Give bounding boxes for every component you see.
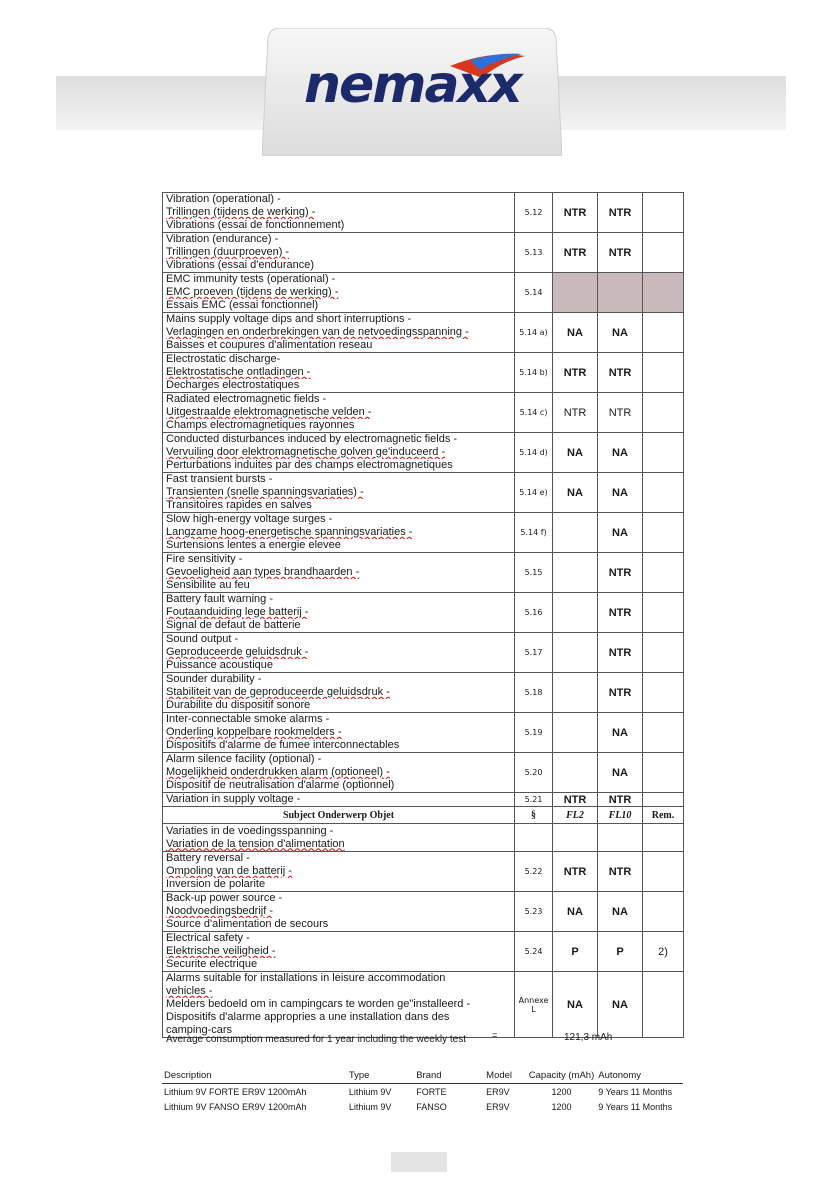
- subject-line: Sounder durability -: [166, 673, 262, 685]
- table-row: [163, 753, 684, 793]
- section-cell: 5.20: [515, 753, 553, 793]
- subject-line: Uitgestraalde elektromagnetische velden -: [166, 406, 372, 418]
- table-row: [163, 313, 684, 353]
- rem-cell: [643, 313, 684, 353]
- table-row: [163, 713, 684, 753]
- consumption-label: Average consumption measured for 1 year including the weekly test: [166, 1034, 466, 1045]
- subject-line: vehicles -: [166, 985, 213, 997]
- table-row: [163, 593, 684, 633]
- devices-cell: Lithium 9V FANSO ER9V 1200mAh: [164, 1101, 307, 1112]
- subject-line: Dispositifs d'alarme de fumee interconnectables: [166, 739, 400, 751]
- subject-line: Variation in supply voltage -: [166, 793, 301, 805]
- subject-cell: [163, 553, 515, 593]
- fl2-cell: NA: [553, 892, 598, 932]
- fl2-cell: NTR: [553, 353, 598, 393]
- rem-cell: [643, 593, 684, 633]
- table-row: [163, 633, 684, 673]
- header-section: §: [515, 807, 553, 824]
- subject-line: Champs electromagnetiques rayonnes: [166, 419, 355, 431]
- subject-line: Sensibilite au feu: [166, 579, 250, 591]
- fl10-cell: NA: [598, 713, 643, 753]
- subject-cell: [163, 753, 515, 793]
- table-row: [163, 193, 684, 233]
- table-row: [163, 233, 684, 273]
- fl2-cell: NTR: [553, 793, 598, 807]
- fl2-cell: [553, 633, 598, 673]
- subject-line: Vibration (operational) -: [166, 193, 281, 205]
- header-fl10: FL10: [598, 807, 643, 824]
- section-cell: 5.21: [515, 793, 553, 807]
- rem-cell: 2): [643, 932, 684, 972]
- fl2-cell: [553, 273, 598, 313]
- subject-cell: [163, 193, 515, 233]
- subject-cell: [163, 793, 515, 807]
- fl10-cell: P: [598, 932, 643, 972]
- subject-line: Verlagingen en onderbrekingen van de netvoedingsspanning -: [166, 326, 469, 338]
- subject-cell: [163, 673, 515, 713]
- consumption-value: 121,3 mAh: [564, 1032, 613, 1043]
- subject-line: Geproduceerde geluidsdruk -: [166, 646, 309, 658]
- section-cell: 5.14 a): [515, 313, 553, 353]
- subject-cell: [163, 273, 515, 313]
- devices-header-cell: Brand: [414, 1068, 484, 1084]
- subject-line: Alarm silence facility (optional) -: [166, 753, 322, 765]
- table-row: [163, 553, 684, 593]
- rem-cell: [643, 553, 684, 593]
- fl10-cell: NTR: [598, 793, 643, 807]
- devices-cell: ER9V: [486, 1101, 510, 1112]
- fl2-cell: [553, 593, 598, 633]
- fl10-cell: NTR: [598, 852, 643, 892]
- rem-cell: [643, 473, 684, 513]
- section-cell: 5.13: [515, 233, 553, 273]
- average-consumption: [162, 1030, 683, 1050]
- fl2-cell: NA: [553, 433, 598, 473]
- subject-line: Foutaanduiding lege batterij -: [166, 606, 309, 618]
- subject-line: Transienten (snelle spanningsvariaties) -: [166, 486, 364, 498]
- table-row: [163, 852, 684, 892]
- rem-cell: [643, 793, 684, 807]
- subject-line: Securite electrique: [166, 958, 258, 970]
- table-row: [163, 473, 684, 513]
- rem-cell: [643, 353, 684, 393]
- table-row: [163, 972, 684, 1038]
- page-number-box: [391, 1152, 447, 1172]
- rem-cell: [643, 673, 684, 713]
- fl10-cell: NA: [598, 753, 643, 793]
- fl10-cell: NTR: [598, 553, 643, 593]
- rem-cell: [643, 892, 684, 932]
- subject-line: Fire sensitivity -: [166, 553, 243, 565]
- fl2-cell: [553, 713, 598, 753]
- subject-line: Puissance acoustique: [166, 659, 274, 671]
- section-cell: 5.14 e): [515, 473, 553, 513]
- devices-row: [162, 1084, 683, 1100]
- section-cell: 5.14 c): [515, 393, 553, 433]
- subject-cell: [163, 393, 515, 433]
- section-cell: 5.24: [515, 932, 553, 972]
- subject-cell: [163, 824, 515, 852]
- fl2-cell: NA: [553, 972, 598, 1038]
- section-cell: 5.19: [515, 713, 553, 753]
- fl2-cell: NTR: [553, 852, 598, 892]
- rem-cell: [643, 273, 684, 313]
- fl10-cell: NA: [598, 433, 643, 473]
- subject-line: Electrostatic discharge-: [166, 353, 281, 365]
- subject-cell: [163, 513, 515, 553]
- subject-line: Essais EMC (essai fonctionnel): [166, 299, 319, 311]
- subject-line: EMC immunity tests (operational) -: [166, 273, 336, 285]
- subject-line: Trillingen (tijdens de werking) -: [166, 206, 316, 218]
- fl10-cell: NTR: [598, 233, 643, 273]
- devices-header-cell: Autonomy: [596, 1068, 683, 1084]
- subject-cell: [163, 713, 515, 753]
- subject-line: Alarms suitable for installations in leisure accommodation: [166, 972, 446, 984]
- subject-cell: [163, 233, 515, 273]
- subject-cell: [163, 972, 515, 1038]
- fl2-cell: [553, 673, 598, 713]
- fl10-cell: NTR: [598, 393, 643, 433]
- nemaxx-logo: [300, 48, 530, 118]
- section-cell: 5.18: [515, 673, 553, 713]
- rem-cell: [643, 233, 684, 273]
- section-cell: 5.17: [515, 633, 553, 673]
- devices-cell: Lithium 9V FORTE ER9V 1200mAh: [164, 1086, 307, 1097]
- table-row: [163, 513, 684, 553]
- rem-cell: [643, 713, 684, 753]
- subject-cell: [163, 892, 515, 932]
- subject-line: Elektrische veiligheid -: [166, 945, 276, 957]
- subject-line: Electrical safety -: [166, 932, 250, 944]
- subject-line: Dispositif de neutralisation d'alarme (optionnel): [166, 779, 395, 791]
- section-cell: Annexe L: [515, 972, 553, 1038]
- subject-cell: [163, 852, 515, 892]
- devices-cell: 9 Years 11 Months: [598, 1101, 673, 1112]
- subject-cell: [163, 593, 515, 633]
- subject-line: Radiated electromagnetic fields -: [166, 393, 327, 405]
- devices-cell: FORTE: [416, 1086, 447, 1097]
- devices-cell: FANSO: [416, 1101, 447, 1112]
- fl10-cell: [598, 824, 643, 852]
- section-cell: [515, 824, 553, 852]
- fl10-cell: NTR: [598, 633, 643, 673]
- subject-line: camping-cars: [166, 1024, 233, 1036]
- subject-line: Gevoeligheid aan types brandhaarden -: [166, 566, 360, 578]
- fl10-cell: NA: [598, 513, 643, 553]
- subject-cell: [163, 932, 515, 972]
- rem-cell: [643, 433, 684, 473]
- fl2-cell: NTR: [553, 393, 598, 433]
- rem-cell: [643, 824, 684, 852]
- devices-header-cell: Type: [347, 1068, 414, 1084]
- subject-line: Langzame hoog-energetische spanningsvariaties -: [166, 526, 413, 538]
- subject-line: Inter-connectable smoke alarms -: [166, 713, 330, 725]
- header-fl2: FL2: [553, 807, 598, 824]
- devices-cell: 1200: [551, 1101, 572, 1112]
- fl2-cell: P: [553, 932, 598, 972]
- rem-cell: [643, 633, 684, 673]
- devices-cell: 1200: [551, 1086, 572, 1097]
- fl10-cell: NTR: [598, 193, 643, 233]
- subject-line: Variation de la tension d'alimentation: [166, 837, 345, 850]
- test-results-table: [162, 192, 683, 1038]
- subject-line: Trillingen (duurproeven) -: [166, 246, 290, 258]
- fl10-cell: NTR: [598, 673, 643, 713]
- section-cell: 5.15: [515, 553, 553, 593]
- devices-cell: Lithium 9V: [348, 1101, 392, 1112]
- table-header-row: [163, 807, 684, 824]
- devices-cell: ER9V: [486, 1086, 510, 1097]
- subject-line: EMC proeven (tijdens de werking) -: [166, 286, 339, 298]
- section-cell: 5.14: [515, 273, 553, 313]
- subject-line: Battery reversal -: [166, 852, 250, 864]
- table-row: [163, 433, 684, 473]
- subject-line: Mogelijkheid onderdrukken alarm (optioneel) -: [166, 766, 390, 778]
- devices-cell: Lithium 9V: [348, 1086, 392, 1097]
- devices-header-row: [162, 1068, 683, 1084]
- devices-cell: 9 Years 11 Months: [598, 1086, 673, 1097]
- subject-line: Vervuiling door elektromagnetische golven ge'induceerd -: [166, 446, 446, 458]
- table-row: [163, 793, 684, 807]
- rem-cell: [643, 513, 684, 553]
- svg-text:nemaxx: nemaxx: [304, 55, 521, 115]
- subject-line: Signal de defaut de batterie: [166, 619, 301, 631]
- subject-cell: [163, 433, 515, 473]
- fl2-cell: [553, 753, 598, 793]
- section-cell: 5.23: [515, 892, 553, 932]
- subject-line: Onderling koppelbare rookmelders -: [166, 726, 342, 738]
- section-cell: 5.16: [515, 593, 553, 633]
- subject-line: Noodvoedingsbedrijf -: [166, 905, 274, 917]
- subject-line: Surtensions lentes a energie elevee: [166, 539, 341, 551]
- header-rem: Rem.: [643, 807, 684, 824]
- fl10-cell: NA: [598, 972, 643, 1038]
- fl10-cell: NA: [598, 892, 643, 932]
- fl10-cell: NA: [598, 313, 643, 353]
- subject-line: Vibrations (essai d'endurance): [166, 259, 315, 271]
- fl2-cell: NTR: [553, 233, 598, 273]
- subject-line: Back-up power source -: [166, 892, 283, 904]
- table-row: [163, 393, 684, 433]
- subject-line: Fast transient bursts -: [166, 473, 273, 485]
- table-row: [163, 353, 684, 393]
- subject-line: Melders bedoeld om in campingcars te worden ge"installeerd -: [166, 998, 471, 1010]
- rem-cell: [643, 972, 684, 1038]
- fl2-cell: NA: [553, 473, 598, 513]
- fl2-cell: [553, 513, 598, 553]
- devices-header-cell: Model: [484, 1068, 527, 1084]
- devices-row: [162, 1099, 683, 1114]
- subject-line: Baisses et coupures d'alimentation reseau: [166, 339, 373, 351]
- consumption-eq: =: [492, 1030, 498, 1040]
- subject-line: Mains supply voltage dips and short interruptions -: [166, 313, 412, 325]
- subject-cell: [163, 633, 515, 673]
- subject-line: Variaties in de voedingsspanning -: [166, 824, 334, 837]
- header-subject: Subject Onderwerp Objet: [163, 807, 515, 824]
- subject-line: Source d'alimentation de secours: [166, 918, 329, 930]
- subject-line: Vibration (endurance) -: [166, 233, 279, 245]
- subject-cell: [163, 313, 515, 353]
- subject-line: Inversion de polarite: [166, 878, 266, 890]
- fl2-cell: NTR: [553, 193, 598, 233]
- section-cell: 5.22: [515, 852, 553, 892]
- subject-line: Ompoling van de batterij -: [166, 865, 292, 877]
- subject-line: Vibrations (essai de fonctionnement): [166, 219, 345, 231]
- fl10-cell: NTR: [598, 353, 643, 393]
- subject-line: Dispositifs d'alarme appropries a une installation dans des: [166, 1011, 450, 1023]
- devices-header-cell: Capacity (mAh): [527, 1068, 596, 1084]
- fl2-cell: [553, 824, 598, 852]
- fl10-cell: NTR: [598, 593, 643, 633]
- fl10-cell: [598, 273, 643, 313]
- subject-cell: [163, 353, 515, 393]
- rem-cell: [643, 193, 684, 233]
- section-cell: 5.12: [515, 193, 553, 233]
- table-row: [163, 824, 684, 852]
- subject-line: Perturbations induites par des champs electromagnetiques: [166, 459, 453, 471]
- subject-cell: [163, 473, 515, 513]
- section-cell: 5.14 d): [515, 433, 553, 473]
- subject-line: Stabiliteit van de geproduceerde geluidsdruk -: [166, 686, 390, 698]
- table-row: [163, 673, 684, 713]
- fl10-cell: NA: [598, 473, 643, 513]
- table-row: [163, 892, 684, 932]
- subject-line: Slow high-energy voltage surges -: [166, 513, 333, 525]
- table-row: [163, 932, 684, 972]
- subject-line: Conducted disturbances induced by electromagnetic fields -: [166, 433, 458, 445]
- battery-devices-table: [162, 1068, 683, 1114]
- section-cell: 5.14 f): [515, 513, 553, 553]
- rem-cell: [643, 393, 684, 433]
- subject-line: Decharges electrostatiques: [166, 379, 300, 391]
- rem-cell: [643, 852, 684, 892]
- devices-header-cell: Description: [162, 1068, 347, 1084]
- subject-line: Elektrostatische ontladingen -: [166, 366, 311, 378]
- rem-cell: [643, 753, 684, 793]
- subject-line: Durabilite du dispositif sonore: [166, 699, 311, 711]
- subject-line: Sound output -: [166, 633, 239, 645]
- fl2-cell: NA: [553, 313, 598, 353]
- fl2-cell: [553, 553, 598, 593]
- section-cell: 5.14 b): [515, 353, 553, 393]
- table-row: [163, 273, 684, 313]
- subject-line: Transitoires rapides en salves: [166, 499, 312, 511]
- subject-line: Battery fault warning -: [166, 593, 273, 605]
